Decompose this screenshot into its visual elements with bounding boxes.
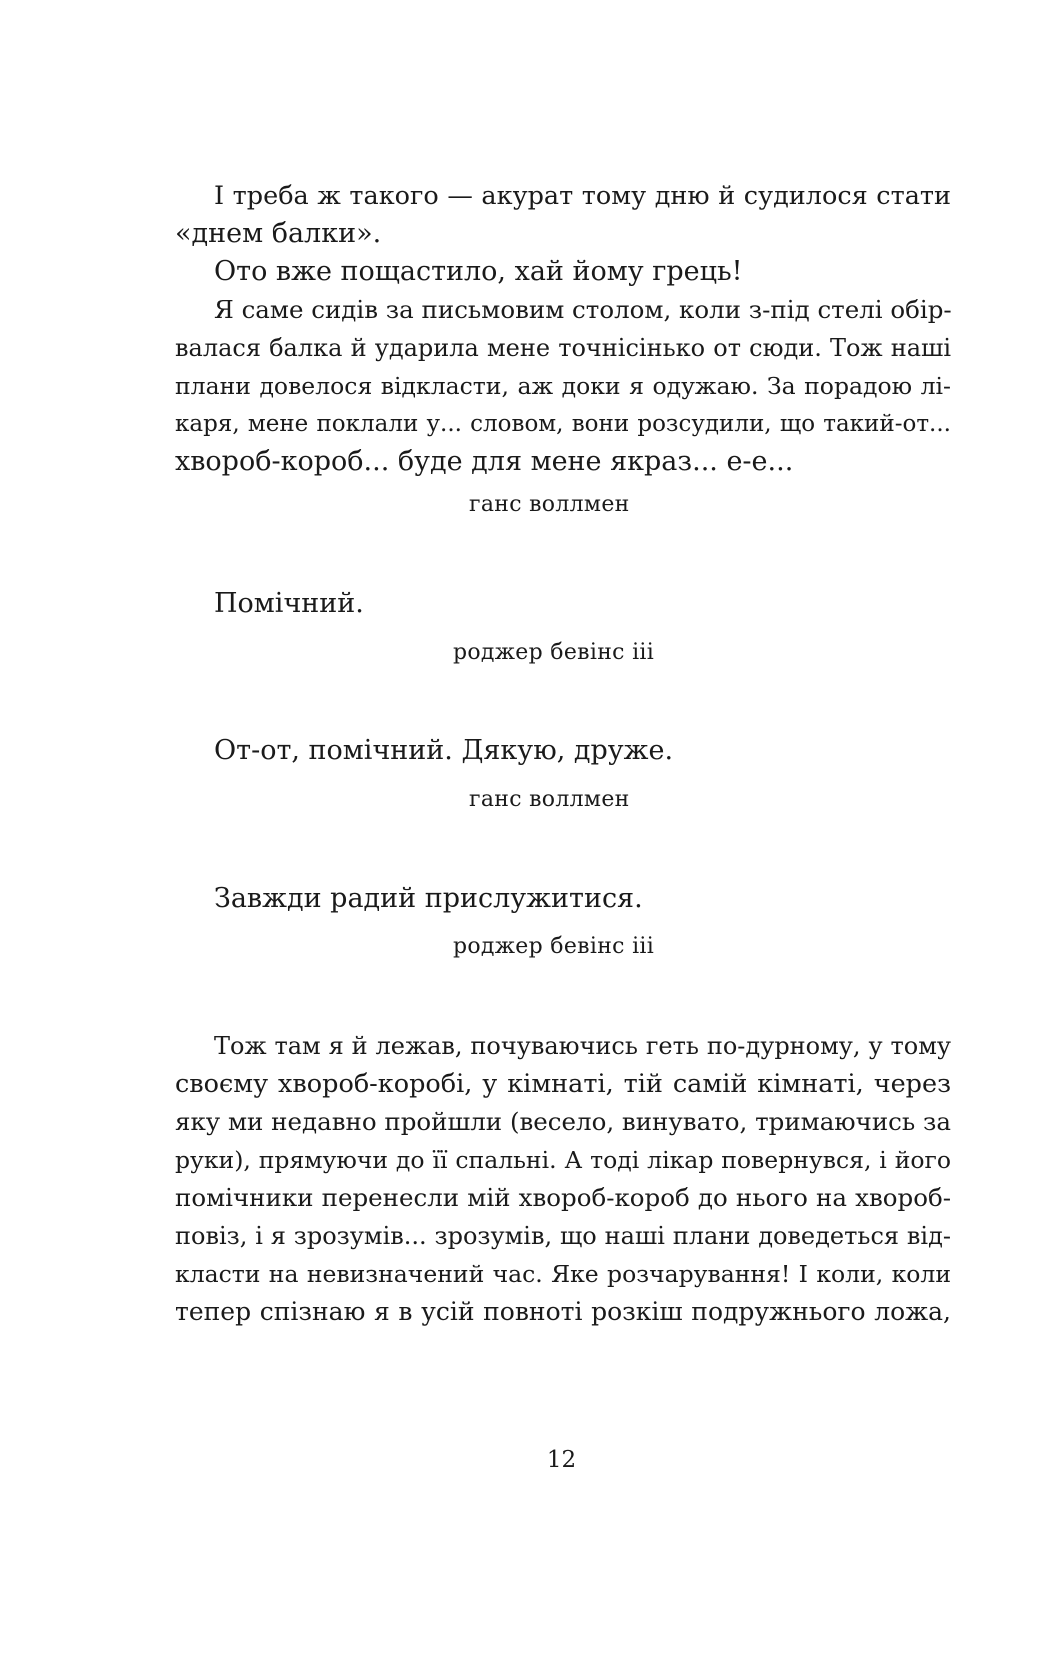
speaker-attribution: ганс воллмен (469, 492, 630, 517)
paragraph-line: «днем балки». (175, 218, 382, 249)
page-number: 12 (546, 1447, 577, 1473)
paragraph-line: плани довелося відкласти, аж доки я одужаю. За порадою лі- (175, 372, 951, 400)
paragraph-line: тепер спізнаю я в усій повноті розкіш подружнього ложа, (175, 1297, 951, 1326)
dialogue-line: Завжди радий прислужитися. (214, 883, 643, 914)
paragraph-line: помічники перенесли мій хвороб-короб до нього на хвороб- (175, 1183, 951, 1212)
paragraph-line: Я саме сидів за письмовим столом, коли з-під стелі обір- (214, 295, 952, 324)
paragraph-line: Тож там я й лежав, почуваючись геть по-дурному, у тому (214, 1032, 951, 1060)
paragraph-line: Ото вже пощастило, хай йому грець! (214, 256, 743, 287)
paragraph-line: яку ми недавно пройшли (весело, винувато, тримаючись за (175, 1107, 951, 1136)
paragraph-line: руки), прямуючи до її спальні. А тоді лікар повернувся, і його (175, 1146, 951, 1174)
speaker-attribution: роджер бевінс ііі (453, 934, 655, 959)
paragraph-line: повіз, і я зрозумів... зрозумів, що наші плани доведеться від- (175, 1222, 951, 1250)
paragraph-line: хвороб-короб... буде для мене якраз... е-е... (175, 446, 794, 477)
paragraph-line: каря, мене поклали у... словом, вони розсудили, що такий-от... (175, 411, 951, 437)
paragraph-line: класти на невизначений час. Яке розчарування! І коли, коли (175, 1260, 951, 1288)
dialogue-line: Помічний. (214, 588, 364, 619)
paragraph-line: своєму хвороб-коробі, у кімнаті, тій самій кімнаті, через (175, 1069, 951, 1099)
paragraph-line: валася балка й ударила мене точнісінько от сюди. Тож наші (175, 334, 951, 362)
dialogue-line: От-от, помічний. Дякую, друже. (214, 735, 674, 766)
speaker-attribution: роджер бевінс ііі (453, 640, 655, 665)
speaker-attribution: ганс воллмен (469, 787, 630, 812)
paragraph-line: І треба ж такого — акурат тому дню й судилося стати (214, 181, 951, 211)
